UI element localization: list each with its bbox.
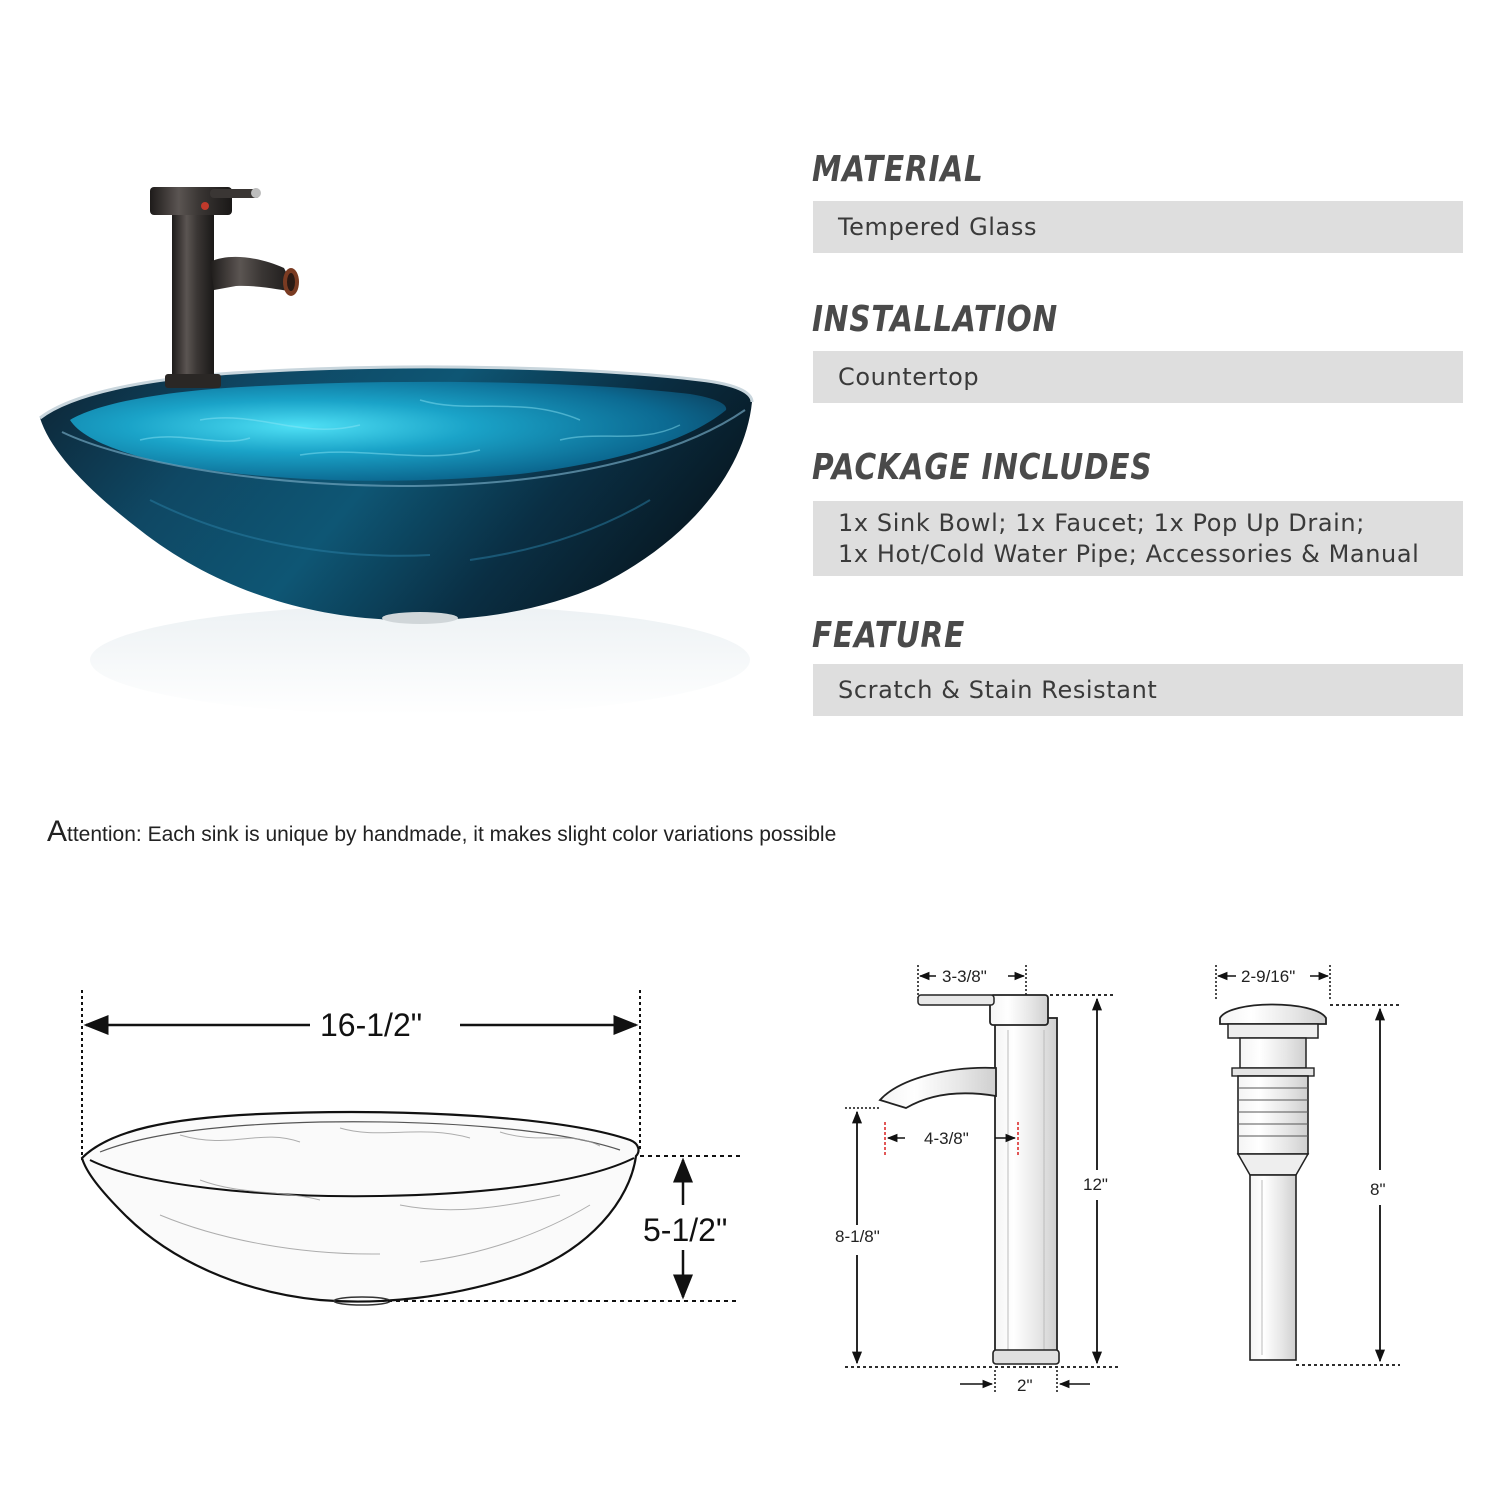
attention-first-letter: A <box>47 815 68 848</box>
heading-feature: FEATURE <box>812 615 966 656</box>
faucet-base-width-label: 2" <box>1017 1376 1033 1395</box>
drain-height-label: 8" <box>1370 1180 1386 1199</box>
package-line-1: 1x Sink Bowl; 1x Faucet; 1x Pop Up Drain; <box>838 508 1365 537</box>
heading-package-includes: PACKAGE INCLUDES <box>812 447 1153 488</box>
faucet-spout-reach-label: 4-3/8" <box>924 1129 969 1148</box>
bowl-width-label: 16-1/2" <box>320 1007 423 1043</box>
faucet-total-height-label: 12" <box>1083 1175 1108 1194</box>
bowl-height-label: 5-1/2" <box>643 1212 728 1248</box>
faucet-sketch <box>845 965 1120 1395</box>
attention-text: ttention: Each sink is unique by handmade, it makes slight color variations possible <box>67 823 837 846</box>
material-value: Tempered Glass <box>838 213 1038 241</box>
drain-cap-width-label: 2-9/16" <box>1241 967 1296 986</box>
faucet-spout-height-label: 8-1/8" <box>835 1227 880 1246</box>
heading-installation: INSTALLATION <box>812 299 1059 340</box>
heading-material: MATERIAL <box>812 149 984 190</box>
faucet-top-width-label: 3-3/8" <box>942 967 987 986</box>
package-line-2: 1x Hot/Cold Water Pipe; Accessories & Manual <box>838 539 1420 568</box>
feature-value: Scratch & Stain Resistant <box>838 676 1158 704</box>
drain-sketch <box>1216 965 1400 1365</box>
installation-value: Countertop <box>838 363 980 391</box>
